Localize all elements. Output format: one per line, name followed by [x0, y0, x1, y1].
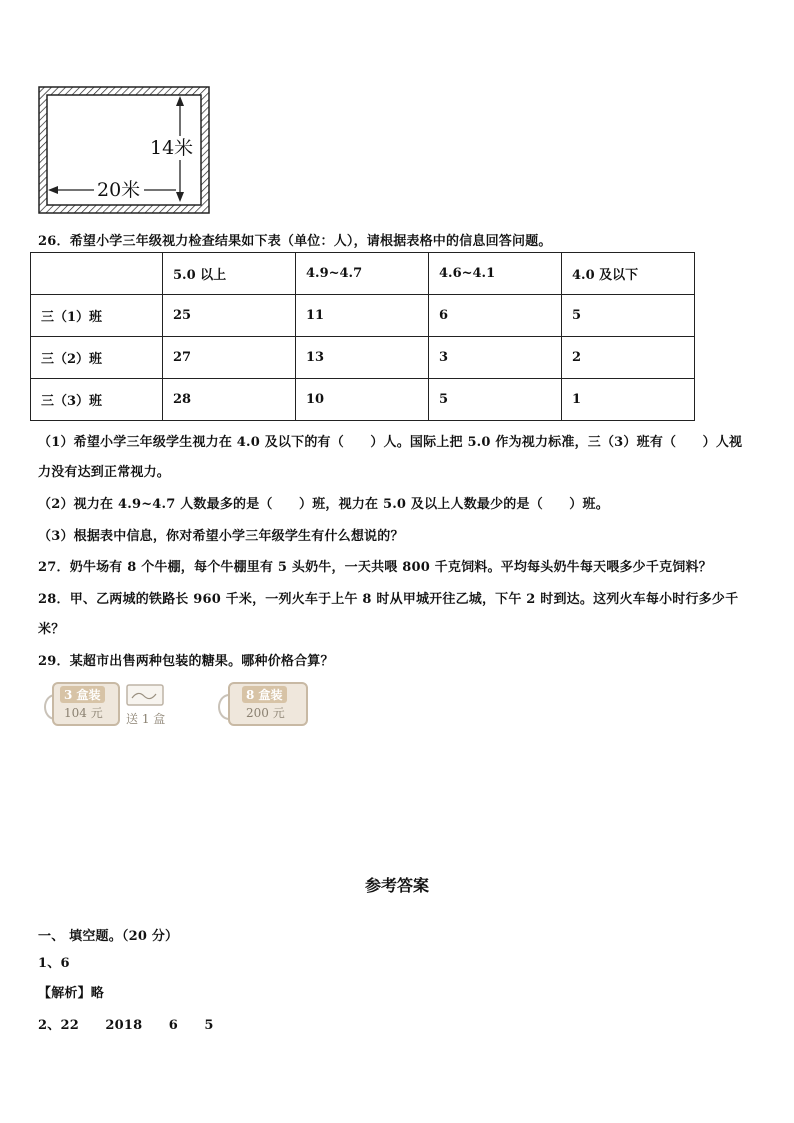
question-26-sub3: （3）根据表中信息，你对希望小学三年级学生有什么想说的？	[38, 529, 404, 544]
table-cell: 1	[562, 379, 695, 421]
table-header-cell: 4.6~4.1	[429, 253, 562, 295]
package-8-boxes	[218, 680, 318, 730]
table-cell: 6	[429, 295, 562, 337]
question-27-text: 27．奶牛场有 8 个牛棚，每个牛棚里有 5 头奶牛，一天共喂 800 千克饲料。平均每头奶牛每天喂多少千克饲料？	[38, 560, 712, 575]
table-cell: 28	[163, 379, 296, 421]
answer-analysis: 【解析】略	[38, 986, 105, 1001]
question-28-line2: 米？	[38, 622, 65, 637]
answers-title: 参考答案	[364, 876, 429, 895]
question-26-sub2: （2）视力在 4.9~4.7 人数最多的是（ ）班，视力在 5.0 及以上人数最少的是（ ）班。	[38, 497, 609, 512]
table-header-cell: 4.9~4.7	[296, 253, 429, 295]
table-row	[31, 295, 695, 337]
package-bonus: 送 1 盒	[126, 712, 166, 726]
answers-section-1: 一、 填空题。（20 分）	[38, 929, 179, 944]
gift-box-icon	[126, 684, 164, 706]
height-label: 14米	[150, 137, 194, 159]
table-cell: 10	[296, 379, 429, 421]
question-28-line1: 28．甲、乙两城的铁路长 960 千米，一列火车于上午 8 时从甲城开往乙城，下午 2 时到达。这列火车每小时行多少千	[38, 592, 739, 607]
table-cell: 3	[429, 337, 562, 379]
table-cell: 三（1）班	[31, 295, 163, 337]
table-header-cell: 4.0 及以下	[562, 253, 695, 295]
table-cell: 5	[429, 379, 562, 421]
question-26-text: 26．希望小学三年级视力检查结果如下表（单位：人），请根据表格中的信息回答问题。	[38, 234, 552, 249]
table-cell: 三（3）班	[31, 379, 163, 421]
candy-box-icon	[52, 682, 120, 726]
package-title: 8 盒装	[242, 686, 287, 703]
table-cell: 11	[296, 295, 429, 337]
table-cell: 27	[163, 337, 296, 379]
vision-table	[30, 252, 695, 421]
table-row	[31, 379, 695, 421]
question-29-text: 29．某超市出售两种包装的糖果。哪种价格合算？	[38, 654, 334, 669]
table-header-cell	[31, 253, 163, 295]
table-cell: 25	[163, 295, 296, 337]
table-cell: 三（2）班	[31, 337, 163, 379]
table-header-cell: 5.0 以上	[163, 253, 296, 295]
package-price: 104 元	[64, 706, 103, 720]
answer-2: 2、22 2018 6 5	[38, 1018, 214, 1033]
table-cell: 13	[296, 337, 429, 379]
table-row	[31, 337, 695, 379]
table-header-row	[31, 253, 695, 295]
package-price: 200 元	[246, 706, 285, 720]
question-26-sub1-line1: （1）希望小学三年级学生视力在 4.0 及以下的有（ ）人。国际上把 5.0 作为视力标准，三（3）班有（ ）人视	[38, 435, 743, 450]
package-3-boxes	[42, 680, 182, 730]
candy-box-icon	[228, 682, 308, 726]
table-cell: 2	[562, 337, 695, 379]
package-title: 3 盒装	[60, 686, 105, 703]
width-label: 20米	[97, 179, 141, 201]
question-26-sub1-line2: 力没有达到正常视力。	[38, 465, 171, 480]
table-cell: 5	[562, 295, 695, 337]
room-diagram	[38, 86, 210, 214]
answer-1: 1、6	[38, 956, 70, 971]
